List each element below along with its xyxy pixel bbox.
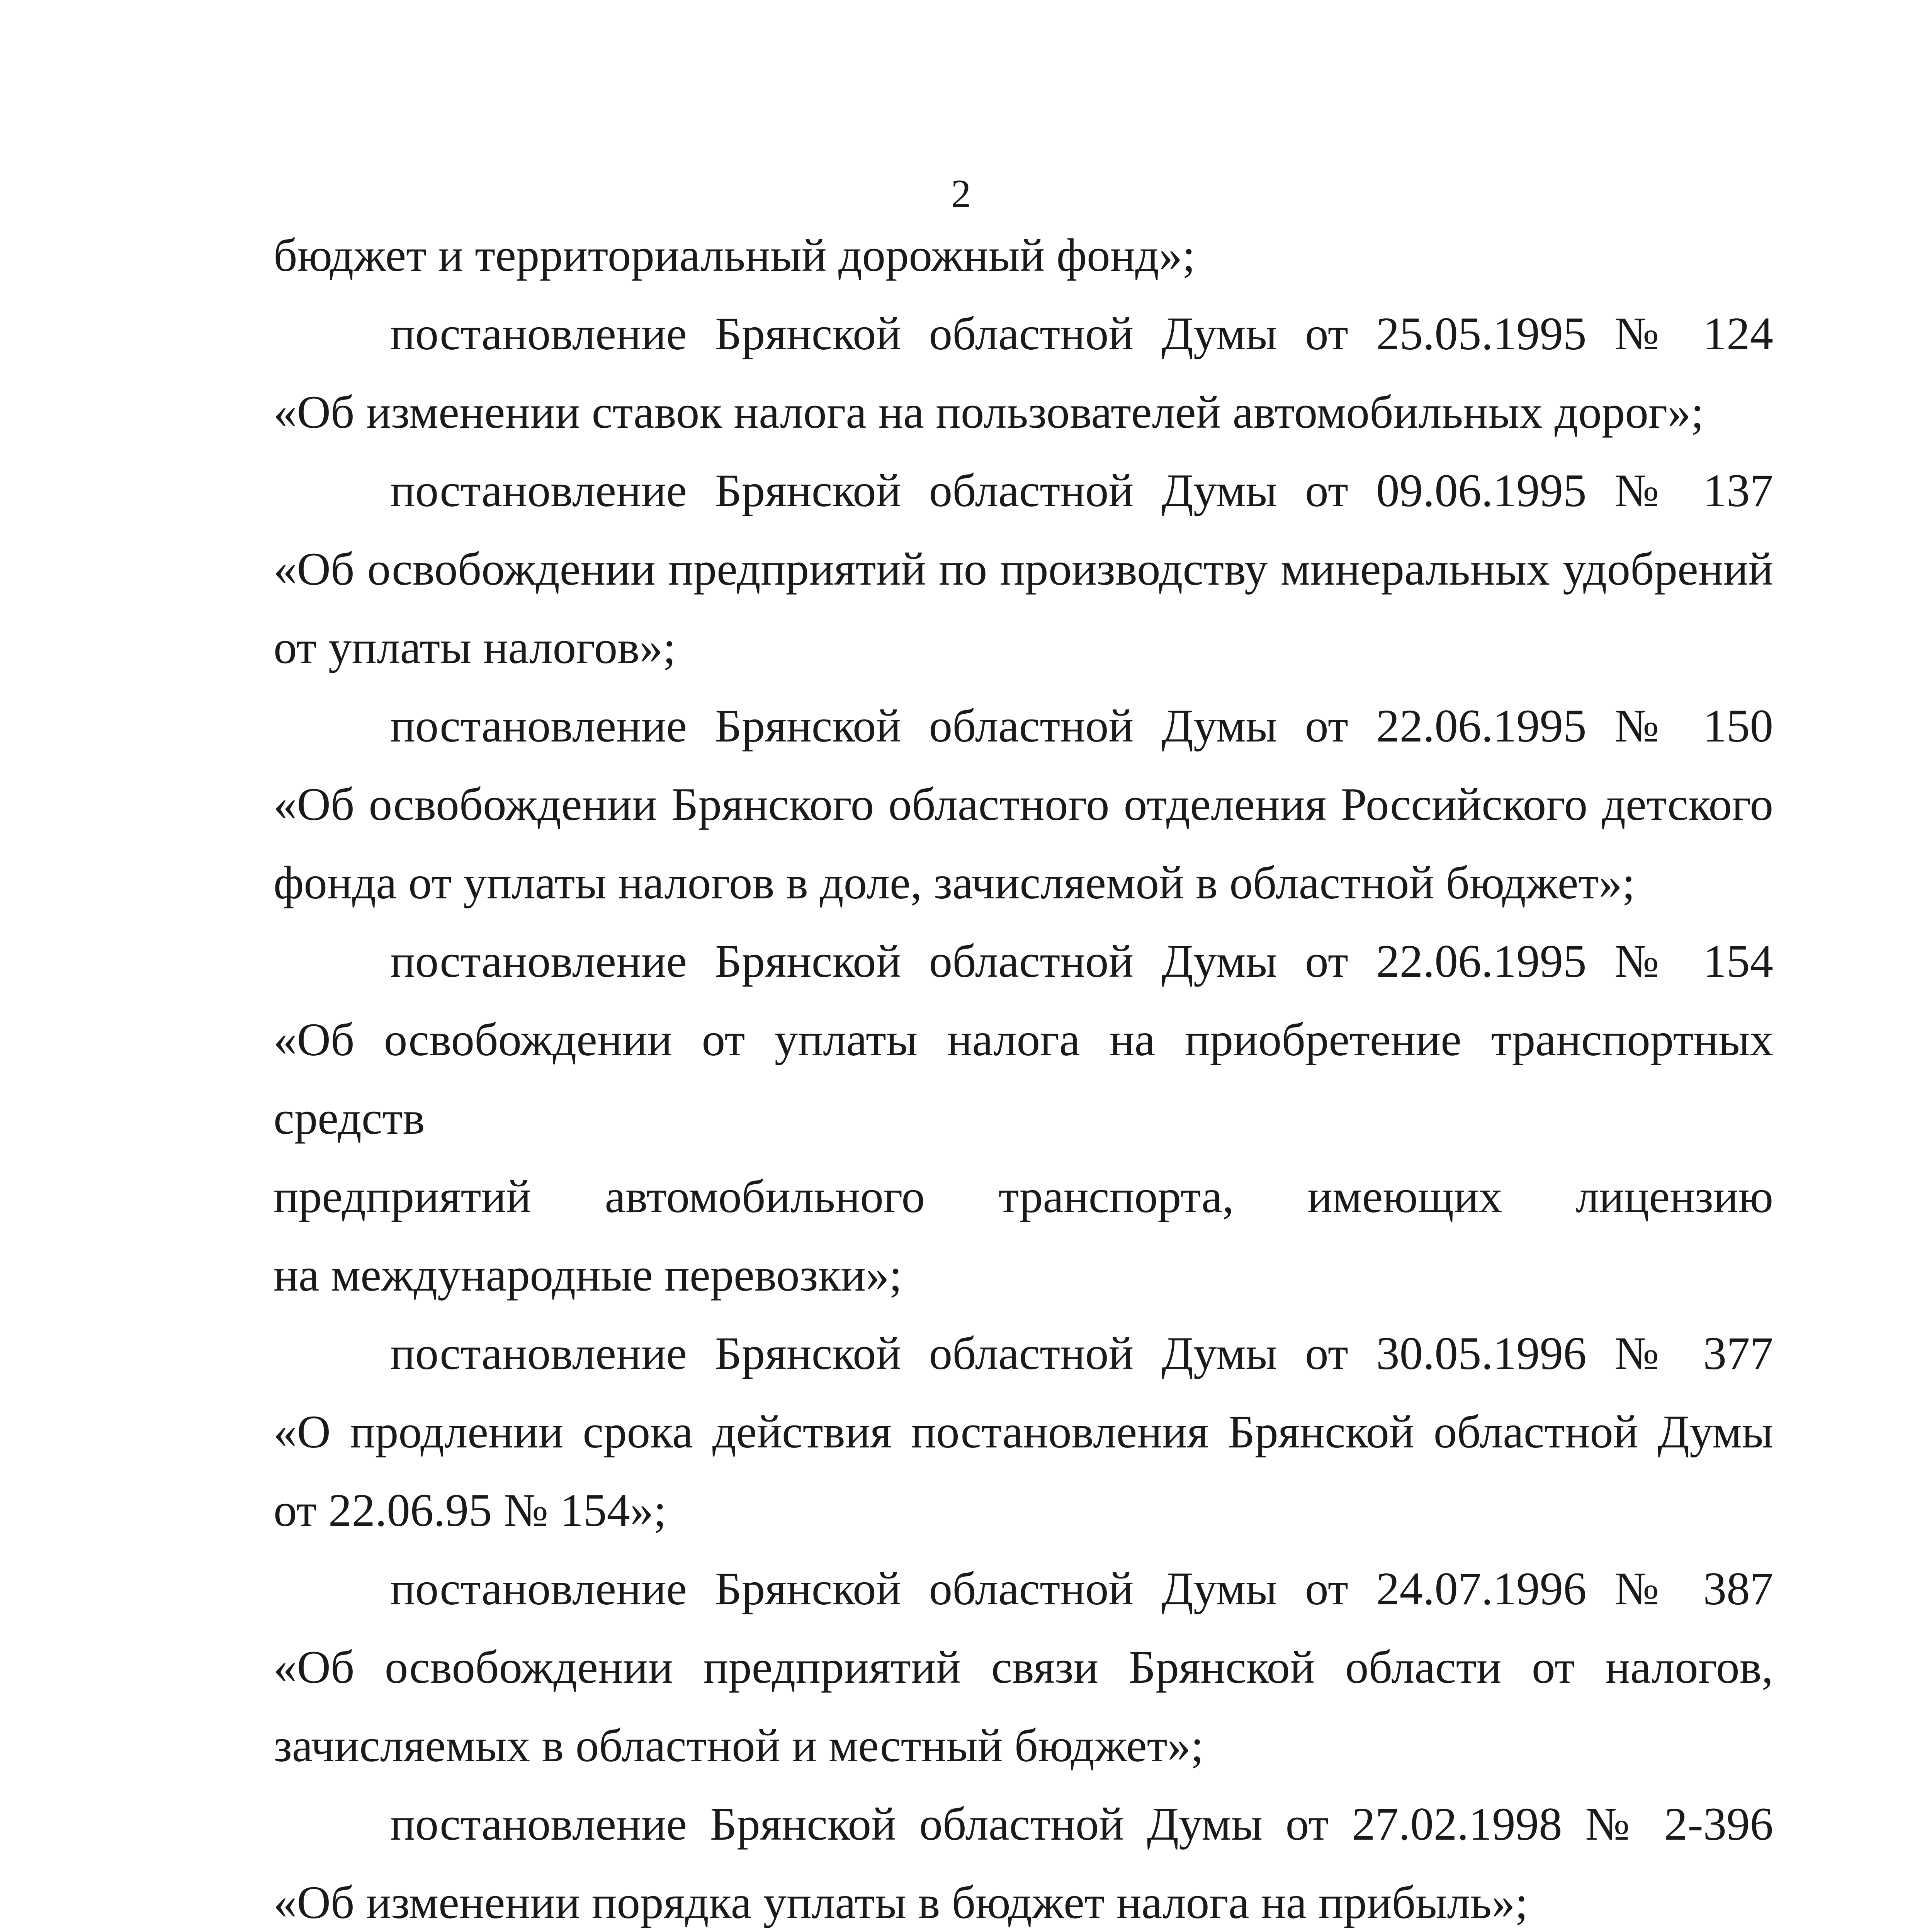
resolution-title-line: от уплаты налогов»;	[274, 622, 676, 673]
resolution-title-line: на международные перевозки»;	[274, 1249, 902, 1301]
resolution-title-line: от 22.06.95 № 154»;	[274, 1485, 667, 1536]
resolution-item	[274, 1315, 1773, 1550]
resolution-reference: постановление Брянской областной Думы от 30.05.1996 № 377	[390, 1328, 1773, 1379]
resolution-item	[274, 1550, 1773, 1785]
resolution-reference: постановление Брянской областной Думы от 25.05.1995 № 124	[390, 308, 1773, 360]
resolution-item	[274, 922, 1773, 1315]
resolution-title	[274, 530, 1773, 687]
resolution-title-line: «Об освобождении предприятий по производству минеральных удобрений	[274, 543, 1773, 595]
resolution-title	[274, 1864, 1773, 1932]
resolution-title-line: «Об освобождении Брянского областного отделения Российского детского	[274, 779, 1773, 830]
resolution-item	[274, 295, 1773, 452]
resolution-list	[274, 295, 1773, 1932]
resolution-item	[274, 1785, 1773, 1932]
resolution-title-line: фонда от уплаты налогов в доле, зачисляемой в областной бюджет»;	[274, 857, 1635, 909]
resolution-title	[274, 1628, 1773, 1785]
resolution-reference: постановление Брянской областной Думы от 22.06.1995 № 154	[390, 935, 1773, 987]
resolution-title	[274, 373, 1773, 452]
resolution-title	[274, 1001, 1773, 1315]
resolution-item	[274, 452, 1773, 687]
resolution-reference: постановление Брянской областной Думы от 09.06.1995 № 137	[390, 465, 1773, 517]
document-body	[274, 216, 1773, 1932]
resolution-title-line: предприятий автомобильного транспорта, имеющих лицензию	[274, 1171, 1773, 1223]
resolution-title-line: «Об освобождении от уплаты налога на приобретение транспортных средств	[274, 1014, 1773, 1144]
page-number: 2	[951, 172, 971, 216]
resolution-item	[274, 687, 1773, 922]
resolution-title-line: «Об изменении ставок налога на пользователей автомобильных дорог»;	[274, 386, 1704, 438]
resolution-title-line: «Об изменении порядка уплаты в бюджет налога на прибыль»;	[274, 1877, 1528, 1929]
resolution-title-line: «Об освобождении предприятий связи Брянской области от налогов,	[274, 1641, 1773, 1693]
resolution-reference: постановление Брянской областной Думы от 24.07.1996 № 387	[390, 1563, 1773, 1615]
resolution-title	[274, 765, 1773, 922]
resolution-title-line: «О продлении срока действия постановления Брянской областной Думы	[274, 1406, 1773, 1458]
resolution-reference: постановление Брянской областной Думы от 22.06.1995 № 150	[390, 700, 1773, 752]
resolution-title-line: зачисляемых в областной и местный бюджет»;	[274, 1720, 1204, 1772]
resolution-reference: постановление Брянской областной Думы от 27.02.1998 № 2-396	[390, 1798, 1773, 1850]
resolution-title	[274, 1393, 1773, 1550]
lead-line: бюджет и территориальный дорожный фонд»;	[274, 230, 1196, 281]
